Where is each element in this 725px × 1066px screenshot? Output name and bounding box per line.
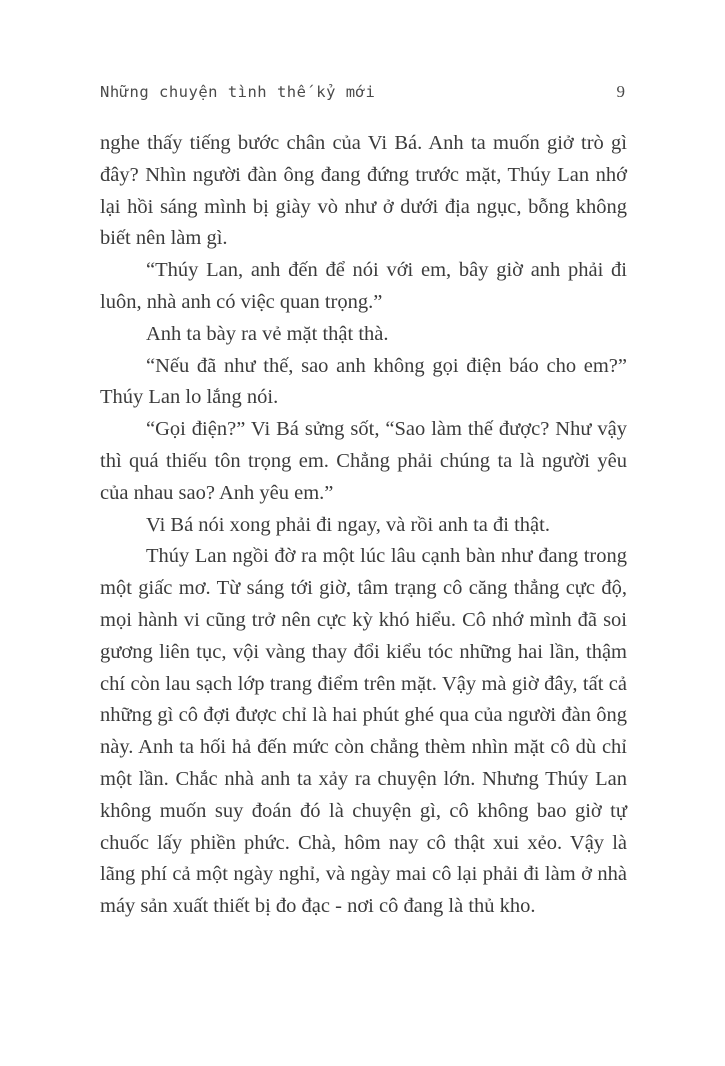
paragraph: “Gọi điện?” Vi Bá sửng sốt, “Sao làm thế được? Như vậy thì quá thiếu tôn trọng em. Chẳng phải chúng ta là người yêu của nhau sao? Anh yêu em.” xyxy=(100,418,627,504)
body-text xyxy=(100,128,627,923)
paragraph: nghe thấy tiếng bước chân của Vi Bá. Anh ta muốn giở trò gì đây? Nhìn người đàn ông đang đứng trước mặt, Thúy Lan nhớ lại hồi sáng mình bị giày vò như ở dưới địa ngục, bỗng không biết nên làm gì. xyxy=(100,132,627,250)
paragraph: Anh ta bày ra vẻ mặt thật thà. xyxy=(146,322,389,345)
paragraph: Vi Bá nói xong phải đi ngay, và rồi anh ta đi thật. xyxy=(146,513,550,536)
paragraph: “Thúy Lan, anh đến để nói với em, bây giờ anh phải đi luôn, nhà anh có việc quan trọng.” xyxy=(100,259,627,313)
paragraph: Thúy Lan ngồi đờ ra một lúc lâu cạnh bàn như đang trong một giấc mơ. Từ sáng tới giờ, tâm trạng cô căng thẳng cực độ, mọi hành vi cũng trở nên cực kỳ khó hiểu. Cô nhớ mình đã soi gương liên tục, vội vàng thay đổi kiểu tóc những hai lần, thậm chí còn lau sạch lớp trang điểm trên mặt. Vậy mà giờ đây, tất cả những gì cô đợi được chỉ là hai phút ghé qua của người đàn ông này. Anh ta hối hả đến mức còn chẳng thèm nhìn mặt cô dù chỉ một lần. Chắc nhà anh ta xảy ra chuyện lớn. Nhưng Thúy Lan không muốn suy đoán đó là chuyện gì, cô không bao giờ tự chuốc lấy phiền phức. Chà, hôm nay cô thật xui xẻo. Vậy là lãng phí cả một ngày nghỉ, và ngày mai cô lại phải đi làm ở nhà máy sản xuất thiết bị đo đạc - nơi cô đang là thủ kho. xyxy=(100,545,627,918)
page-header xyxy=(100,82,627,102)
paragraph: “Nếu đã như thế, sao anh không gọi điện báo cho em?” Thúy Lan lo lắng nói. xyxy=(100,354,627,409)
running-title: Những chuyện tình thế kỷ mới xyxy=(100,83,376,101)
page-number: 9 xyxy=(616,82,625,101)
